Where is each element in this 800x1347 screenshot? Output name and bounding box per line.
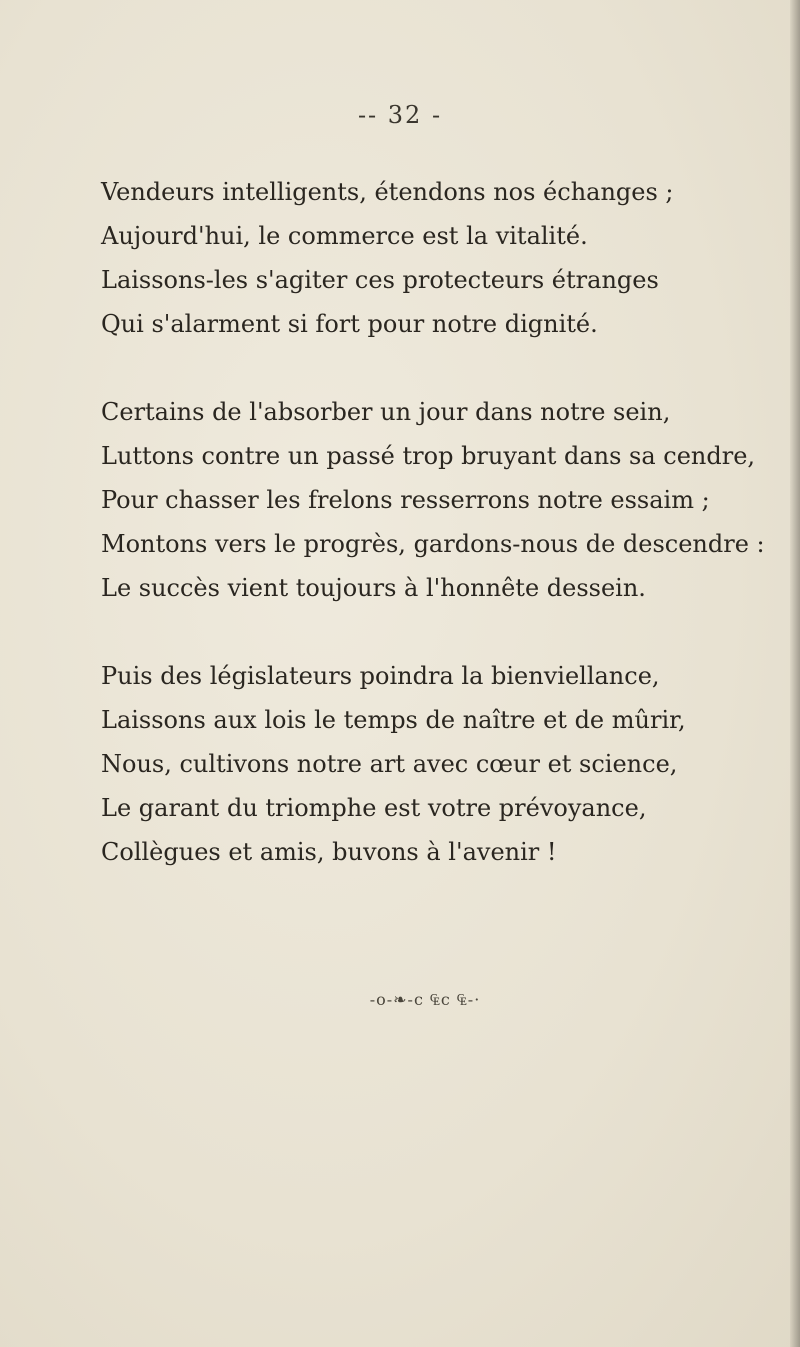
page-number: -- 32 - (357, 101, 443, 129)
verse-line: Nous, cultivons notre art avec cœur et science, (101, 750, 678, 778)
verse-line: Certains de l'absorber un jour dans notre sein, (101, 398, 671, 426)
verse-line: Montons vers le progrès, gardons-nous de descendre : (101, 530, 765, 558)
page-edge-shadow (790, 0, 800, 1347)
verse-line: Puis des législateurs poindra la bienviellance, (101, 662, 660, 690)
verse-line: Luttons contre un passé trop bruyant dans sa cendre, (101, 442, 756, 470)
verse-line: Aujourd'hui, le commerce est la vitalité. (101, 222, 588, 250)
verse-line: Pour chasser les frelons resserrons notre essaim ; (101, 486, 710, 514)
verse-line: Le garant du triomphe est votre prévoyance, (101, 794, 647, 822)
verse-line: Le succès vient toujours à l'honnête dessein. (101, 574, 646, 602)
stanza-3 (101, 654, 791, 874)
stanza-2 (101, 390, 791, 610)
verse-line: Laissons aux lois le temps de naître et de mûrir, (101, 706, 686, 734)
end-ornament: -o-❧-c ₠c ₠-· (369, 990, 481, 1009)
verse-line: Vendeurs intelligents, étendons nos échanges ; (101, 178, 674, 206)
verse-line: Qui s'alarment si fort pour notre dignité. (101, 310, 598, 338)
verse-line: Laissons-les s'agiter ces protecteurs étranges (101, 266, 659, 294)
verse-line: Collègues et amis, buvons à l'avenir ! (101, 838, 557, 866)
poem (101, 170, 791, 874)
stanza-1 (101, 170, 791, 346)
